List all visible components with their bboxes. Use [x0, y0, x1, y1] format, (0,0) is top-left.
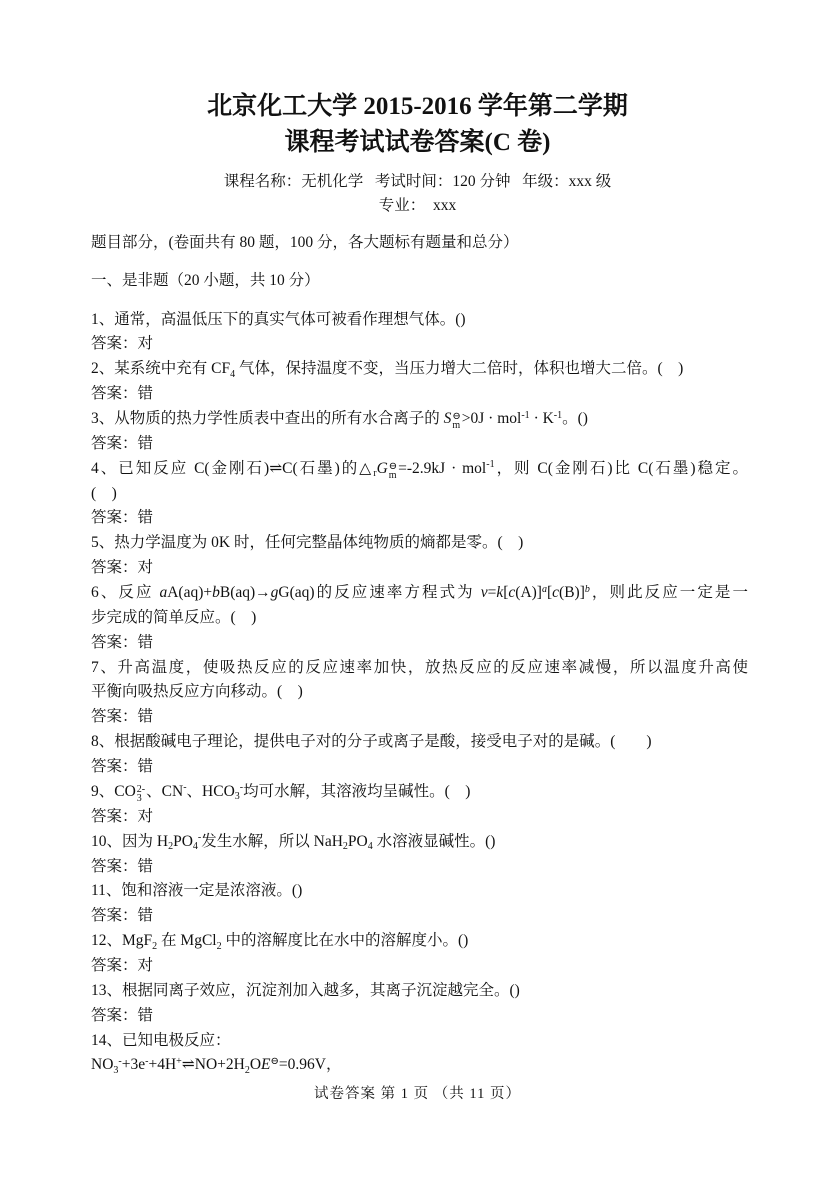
answer-text: 答案：错: [91, 758, 154, 776]
question-text-continued: $NO_3^-+3e^-+4H^+\rightleftharpoons NO+2H_2OE^⊖=0.96V$，: [91, 1055, 342, 1076]
intro-text: 题目部分，(卷面共有 80 题，100 分，各大题标有题量和总分）: [91, 234, 519, 251]
superscript: -1: [486, 459, 495, 471]
italic-symbol: E: [261, 1056, 271, 1074]
page-footer: 试卷答案 第 1 页 （共 11 页）: [314, 1086, 521, 1102]
question-text: 7、升高温度，使吸热反应的反应速率加快，放热反应的反应速率减慢，所以温度升高使: [91, 658, 748, 676]
italic-symbol: c: [508, 584, 516, 602]
italic-symbol: v: [480, 584, 488, 602]
question-text-continued: 步完成的简单反应。( ): [91, 608, 257, 626]
superscript: -: [145, 1055, 149, 1067]
answer-text: 答案：错: [91, 1006, 154, 1024]
stacked-script: ⊖ m: [452, 411, 461, 432]
subscript: 2: [244, 1064, 250, 1076]
subscript: 3: [113, 1064, 119, 1076]
italic-symbol: G: [376, 459, 388, 477]
subscript: 4: [192, 841, 198, 853]
major-info: 专业： xxx: [378, 197, 457, 214]
answer-text: 答案：错: [91, 509, 154, 527]
question-text: 3、从物质的热力学性质表中查出的所有水合离子的 S ⊖ m $>0J \cdot mol^{-1} \cdot K^{-1}$。(): [91, 409, 588, 432]
superscript: -1: [553, 409, 563, 421]
italic-symbol: b: [212, 584, 220, 602]
question-text: 9、CO 2- 3 、CN-、$HCO_3^-$均可水解，其溶液均呈碱性。( ): [91, 782, 471, 804]
question-text: 11、饱和溶液一定是浓溶液。(): [91, 882, 303, 900]
answer-text: 答案：错: [91, 633, 154, 651]
italic-symbol: S: [443, 410, 452, 428]
italic-symbol: k: [496, 584, 504, 602]
exam-title: 北京化工大学 2015-2016 学年第二学期: [207, 93, 628, 120]
subscript: 2: [216, 940, 222, 952]
question-text: 5、热力学温度为 0K 时，任何完整晶体纯物质的熵都是零。( ): [91, 534, 524, 552]
answer-text: 答案：错: [91, 385, 154, 403]
exam-subtitle: 课程考试试卷答案(C 卷): [284, 129, 551, 156]
subscript: 2: [168, 841, 174, 853]
superscript: b: [584, 583, 590, 595]
italic-symbol: a: [159, 584, 168, 602]
question-text: 13、根据同离子效应，沉淀剂加入越多，其离子沉淀越完全。(): [91, 981, 520, 999]
course-info: 课程名称：无机化学 考试时间：120 分钟 年级：xxx 级: [223, 173, 612, 190]
subscript: r: [373, 468, 377, 480]
question-text-continued: 平衡向吸热反应方向移动。( ): [91, 683, 303, 701]
question-text: 8、根据酸碱电子理论，提供电子对的分子或离子是酸，接受电子对的是碱。( ): [91, 733, 652, 751]
question-answer-list: [91, 308, 748, 1079]
superscript: a: [541, 583, 547, 595]
italic-symbol: g: [270, 584, 279, 602]
stacked-script: 2- 3: [136, 783, 146, 804]
question-text-continued: ( ): [91, 484, 117, 502]
question-text: 12、MgF$_2$ 在 MgCl$_2$ 中的溶解度比在水中的溶解度小。(): [91, 932, 469, 952]
question-text: 14、已知电极反应：: [91, 1031, 231, 1049]
question-text: 6、反应 aA(aq)+bB(aq)→gG(aq)的反应速率方程式为 $v=k[c(A)]^a[c(B)]^b$，则此反应一定是一: [91, 583, 748, 602]
section-heading: 一、是非题（20 小题，共 10 分）: [91, 272, 320, 289]
answer-text: 答案：对: [91, 559, 154, 577]
answer-text: 答案：对: [91, 807, 154, 825]
subscript: 3: [234, 791, 240, 803]
question-text: 10、因为 $H_2PO_4^-$发生水解，所以 $NaH_2PO_4$ 水溶液显碱性。(): [91, 832, 496, 853]
superscript: -: [239, 782, 244, 794]
superscript: -1: [521, 409, 530, 421]
question-text: 4、已知反应 C(金刚石)⇌C(石墨)的$\triangle_rG$ ⊖ m =-2.9kJ · mol$^{-1}$，则 C(金刚石)比 C(石墨)稳定。: [91, 459, 748, 481]
answer-text: 答案：对: [91, 956, 154, 974]
answer-text: 答案：对: [91, 335, 154, 353]
answer-text: 答案：错: [91, 708, 154, 726]
stacked-script: ⊖ m: [388, 460, 398, 481]
superscript: -: [183, 782, 187, 794]
question-text: 1、通常，高温低压下的真实气体可被看作理想气体。(): [91, 310, 466, 328]
subscript: 4: [230, 368, 236, 380]
superscript: +: [176, 1055, 182, 1067]
answer-text: 答案：错: [91, 857, 154, 875]
superscript: ⊖: [270, 1055, 279, 1067]
italic-symbol: c: [552, 584, 560, 602]
subscript: 2: [342, 841, 348, 853]
subscript: 4: [367, 841, 373, 853]
superscript: -: [118, 1055, 122, 1067]
superscript: -: [197, 832, 202, 844]
answer-text: 答案：错: [91, 434, 154, 452]
subscript: 2: [152, 940, 158, 952]
answer-text: 答案：错: [91, 907, 154, 925]
question-text: 2、某系统中充有 $CF_4$ 气体，保持温度不变，当压力增大二倍时，体积也增大二倍。( ): [91, 360, 684, 380]
